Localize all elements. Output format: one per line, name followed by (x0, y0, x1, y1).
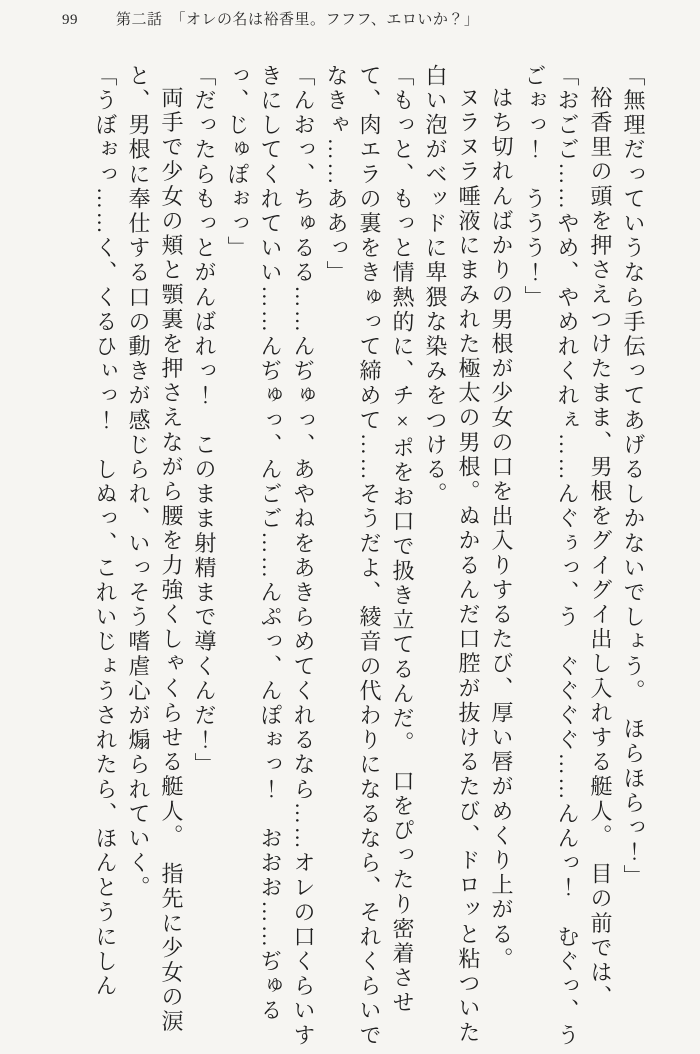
paragraph: はち切れんばかりの男根が少女の口を出入りするたび、厚い唇がめくり上がる。 (489, 86, 514, 972)
running-head (62, 8, 479, 29)
paragraph: 「おごご……やめ、やめれくれぇ……んぐぅっ、う ぐぐぐぐ……んんっ！ むぐっ、うごぉっ！ ううう！」 (522, 64, 580, 1048)
paragraph: 「もっと、もっと情熱的に、チ×ポをお口で扱き立てるんだ。 口をぴったり密着させて、肉エラの裏をきゅって締めて……そうだよ、綾音の代わりになるなら、それくらいでなきゃ……ああっ」 (324, 64, 415, 1048)
paragraph: ヌラヌラ唾液にまみれた極太の男根。ぬかるんだ口腔が抜けるたび、ドロッと粘ついた白い泡がベッドに卑猥な染みをつける。 (423, 64, 481, 1046)
paragraph: 「うぼぉっ……く、くるひぃっ！ しぬっ、これいじょうされたら、ほんとうにしん (93, 64, 118, 999)
paragraph: 裕香里の頭を押さえつけたまま、男根をグイグイ出し入れする艇人。 目の前では、 (588, 86, 613, 1010)
paragraph: 「無理だっていうなら手伝ってあげるしかないでしょう。 ほらほらっ！」 (621, 64, 646, 890)
paragraph: 「んおっ、ちゅるる……んぢゅっ、あやねをあきらめてくれるなら……オレの口くらいすきにしてくれていい……んぢゅっ、んごご……んぷっ、んぽぉっ！ おおお……ぢゅるっ、じゅぽぉっ」 (225, 64, 316, 1048)
paragraph: 「だったらもっとがんばれっ！ このまま射精まで導くんだ！」 (192, 64, 217, 778)
paragraph: 両手で少女の頬と顎裏を押さえながら腰を力強くしゃくらせる艇人。 指先に少女の涙と、男根に奉仕する口の動きが感じられ、いっそう嗜虐心が煽られていく。 (126, 64, 184, 1035)
chapter-title: 「オレの名は裕香里。フフフ、エロいか？」 (170, 12, 480, 28)
vertical-text-body (89, 64, 650, 1054)
page-number: 99 (62, 12, 78, 28)
chapter-label: 第二話 (116, 12, 163, 28)
